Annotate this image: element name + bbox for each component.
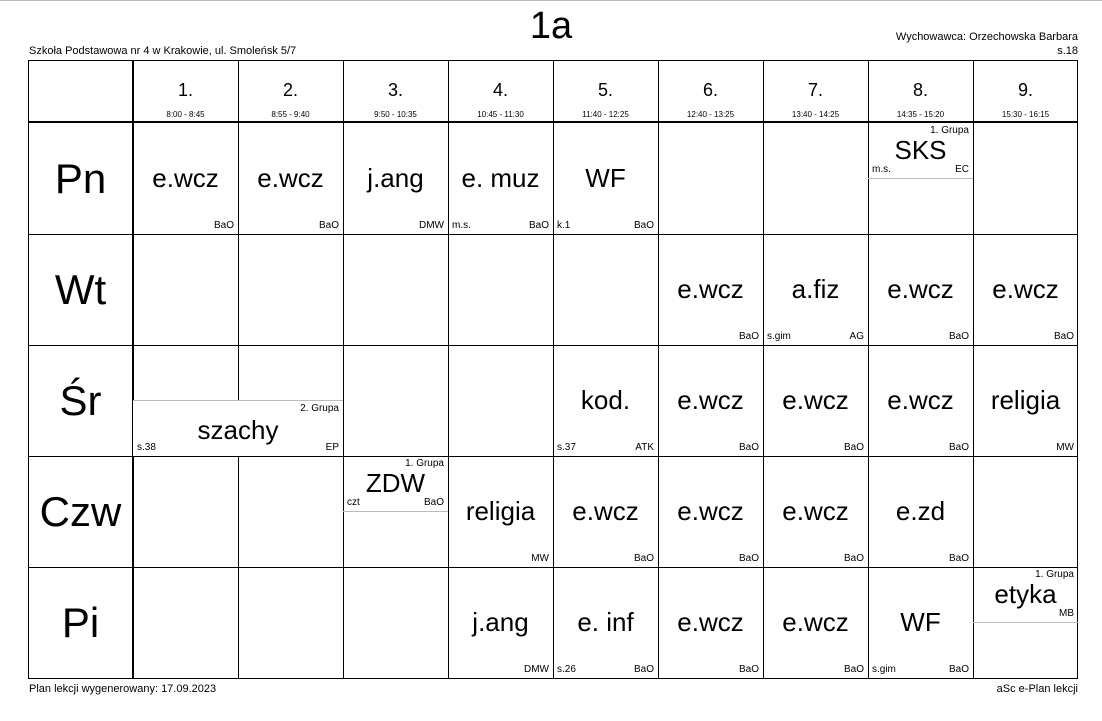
lesson-subject: e.wcz: [572, 496, 639, 526]
timetable-grid: [28, 60, 1078, 679]
lesson-cell[interactable]: [553, 567, 658, 678]
lesson-teacher: DMW: [524, 664, 549, 675]
day-label: Pn: [54, 155, 107, 202]
homeroom-room: s.18: [1057, 45, 1078, 57]
lesson-cell[interactable]: [448, 567, 553, 678]
lesson-group: 2. Grupa: [300, 403, 339, 414]
lesson-teacher: BaO: [633, 553, 654, 564]
lesson-room: k.1: [557, 220, 571, 231]
lesson-teacher: BaO: [843, 442, 864, 453]
lesson-teacher: EC: [955, 164, 969, 175]
lesson-cell[interactable]: [133, 123, 238, 234]
period-number: 4.: [492, 80, 508, 100]
lesson-cell[interactable]: [553, 456, 658, 567]
lesson-teacher: BaO: [738, 664, 759, 675]
lesson-subject: e.wcz: [782, 496, 849, 526]
lesson-cell[interactable]: [763, 234, 868, 345]
day-label: Śr: [59, 377, 102, 424]
lesson-room: s.gim: [767, 331, 791, 342]
lesson-subject: kod.: [580, 385, 631, 415]
lesson-subject: a.fiz: [791, 274, 840, 304]
lesson-cell[interactable]: [553, 123, 658, 234]
period-number: 6.: [702, 80, 718, 100]
lesson-cell[interactable]: [973, 234, 1078, 345]
lesson-subject: e. inf: [577, 607, 634, 637]
lesson-cell[interactable]: [868, 234, 973, 345]
lesson-subject: e.wcz: [677, 496, 744, 526]
lesson-cell[interactable]: [868, 456, 973, 567]
period-number: 8.: [912, 80, 928, 100]
lesson-subject: e.wcz: [782, 385, 849, 415]
period-time: 8:00 - 8:45: [166, 110, 205, 119]
lesson-cell-group[interactable]: [343, 456, 448, 512]
lesson-subject: WF: [585, 163, 626, 193]
lesson-teacher: BaO: [633, 220, 654, 231]
lesson-teacher: BaO: [948, 664, 969, 675]
lesson-subject: szachy: [197, 415, 279, 445]
lesson-cell[interactable]: [658, 234, 763, 345]
lesson-teacher: BaO: [948, 331, 969, 342]
generated-date: Plan lekcji wygenerowany: 17.09.2023: [29, 683, 217, 695]
lesson-subject: e.wcz: [677, 607, 744, 637]
day-label: Wt: [54, 266, 107, 313]
lesson-room: s.37: [557, 442, 576, 453]
school-name: Szkoła Podstawowa nr 4 w Krakowie, ul. Smoleńsk 5/7: [29, 45, 297, 57]
period-number: 3.: [387, 80, 403, 100]
lesson-teacher: BaO: [738, 331, 759, 342]
lesson-cell[interactable]: [553, 345, 658, 456]
lesson-teacher: BaO: [843, 664, 864, 675]
period-number: 2.: [282, 80, 298, 100]
lesson-group: 1. Grupa: [930, 125, 969, 136]
day-label: Czw: [39, 488, 122, 535]
lesson-group: 1. Grupa: [405, 458, 444, 469]
top-border: [0, 0, 1102, 1]
lesson-room: s.gim: [872, 664, 896, 675]
lesson-subject: j.ang: [367, 163, 424, 193]
lesson-teacher: MW: [1056, 442, 1074, 453]
lesson-room: s.38: [137, 442, 156, 453]
lesson-subject: e.wcz: [887, 385, 954, 415]
lesson-cell-group[interactable]: [868, 123, 973, 179]
lesson-subject: etyka: [994, 579, 1057, 609]
lesson-subject: e.wcz: [152, 163, 219, 193]
day-label: Pi: [61, 599, 100, 646]
lesson-teacher: BaO: [528, 220, 549, 231]
lesson-teacher: EP: [325, 442, 339, 453]
period-time: 10:45 - 11:30: [477, 110, 524, 119]
lesson-cell[interactable]: [868, 567, 973, 678]
page-title: 1a: [529, 5, 573, 47]
lesson-subject: j.ang: [472, 607, 529, 637]
lesson-subject: e. muz: [461, 163, 540, 193]
lesson-subject: e.wcz: [677, 385, 744, 415]
period-time: 11:40 - 12:25: [582, 110, 629, 119]
lesson-subject: e.wcz: [257, 163, 324, 193]
period-time: 13:40 - 14:25: [791, 110, 840, 119]
period-time: 9:50 - 10:35: [374, 110, 417, 119]
lesson-teacher: BaO: [843, 553, 864, 564]
lesson-room: s.26: [557, 664, 576, 675]
period-time: 12:40 - 13:25: [686, 110, 735, 119]
lesson-cell-group[interactable]: [973, 567, 1078, 623]
lesson-subject: e.zd: [895, 496, 946, 526]
lesson-subject: religia: [465, 496, 536, 526]
period-number: 9.: [1017, 80, 1033, 100]
lesson-group: 1. Grupa: [1035, 569, 1074, 580]
lesson-subject: e.wcz: [677, 274, 744, 304]
lesson-teacher: MW: [531, 553, 549, 564]
lesson-teacher: BaO: [1053, 331, 1074, 342]
lesson-cell[interactable]: [973, 345, 1078, 456]
lesson-teacher: ATK: [635, 442, 654, 453]
lesson-cell[interactable]: [343, 123, 448, 234]
lesson-cell[interactable]: [763, 567, 868, 678]
period-number: 5.: [597, 80, 613, 100]
homeroom-info: [896, 30, 1078, 58]
lesson-room: m.s.: [452, 220, 471, 231]
lesson-room: czt: [347, 497, 360, 508]
lesson-cell[interactable]: [238, 123, 343, 234]
lesson-subject: religia: [990, 385, 1061, 415]
period-number: 1.: [177, 80, 193, 100]
lesson-subject: ZDW: [365, 468, 426, 498]
lesson-cell[interactable]: [868, 345, 973, 456]
lesson-subject: SKS: [894, 135, 947, 165]
lesson-room: m.s.: [872, 164, 891, 175]
lesson-teacher: BaO: [213, 220, 234, 231]
lesson-cell[interactable]: [763, 456, 868, 567]
lesson-subject: e.wcz: [782, 607, 849, 637]
lesson-teacher: BaO: [633, 664, 654, 675]
lesson-teacher: BaO: [738, 553, 759, 564]
period-time: 8:55 - 9:40: [271, 110, 310, 119]
lesson-teacher: BaO: [948, 442, 969, 453]
lesson-teacher: BaO: [423, 497, 444, 508]
lesson-cell[interactable]: [658, 345, 763, 456]
lesson-teacher: DMW: [419, 220, 444, 231]
software-credit: aSc e-Plan lekcji: [996, 683, 1078, 695]
lesson-subject: WF: [900, 607, 941, 637]
lesson-teacher: BaO: [318, 220, 339, 231]
lesson-cell[interactable]: [658, 567, 763, 678]
lesson-teacher: AG: [849, 331, 864, 342]
lesson-cell[interactable]: [658, 456, 763, 567]
period-time: 15:30 - 16:15: [1001, 110, 1050, 119]
lesson-cell[interactable]: [448, 123, 553, 234]
lesson-cell-group[interactable]: [133, 400, 343, 456]
period-time: 14:35 - 15:20: [896, 110, 945, 119]
lesson-teacher: MB: [1059, 608, 1074, 619]
lesson-cell[interactable]: [448, 456, 553, 567]
lesson-subject: e.wcz: [992, 274, 1059, 304]
lesson-subject: e.wcz: [887, 274, 954, 304]
homeroom-teacher: Wychowawca: Orzechowska Barbara: [895, 31, 1078, 43]
period-number: 7.: [807, 80, 823, 100]
lesson-cell[interactable]: [763, 345, 868, 456]
lesson-teacher: BaO: [738, 442, 759, 453]
lesson-teacher: BaO: [948, 553, 969, 564]
